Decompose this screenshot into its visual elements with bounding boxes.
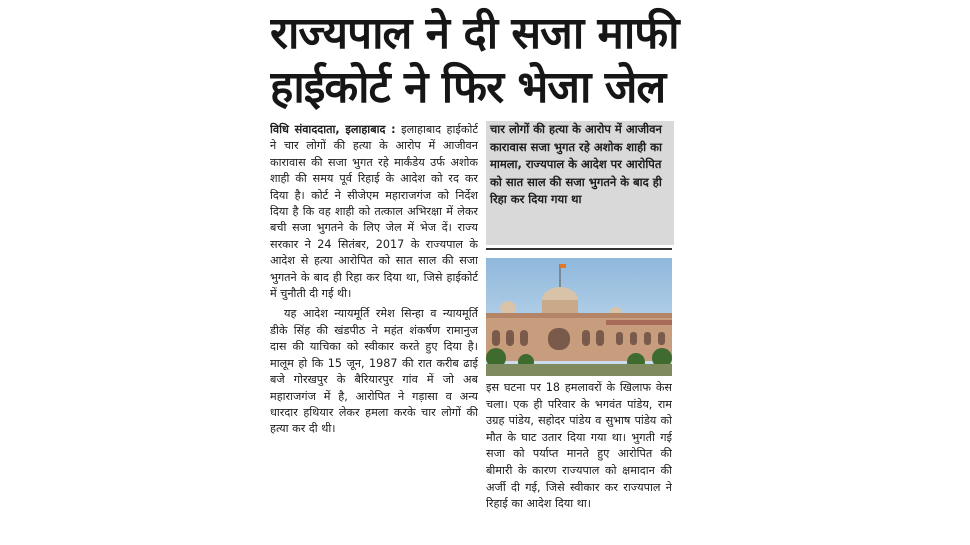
article-left-column xyxy=(270,122,478,542)
article-paragraph-1 xyxy=(270,122,478,302)
article-right-column xyxy=(486,380,672,542)
high-court-building-photo xyxy=(486,258,672,376)
byline: विधि संवाददाता, इलाहाबाद : xyxy=(270,123,396,136)
headline-line-1: राज्यपाल ने दी सजा माफी xyxy=(270,8,679,59)
building-illustration xyxy=(486,258,672,376)
summary-box: चार लोगों की हत्या के आरोप में आजीवन कारावास सजा भुगत रहे अशोक शाही का मामला, राज्यपाल के आदेश पर आरोपित को सात साल की सजा भुगतने के बाद ही रिहा कर दिया गया था xyxy=(486,121,674,245)
article-paragraph-2: यह आदेश न्यायमूर्ति रमेश सिन्हा व न्यायमूर्ति डीके सिंह की खंडपीठ ने महंत शंकर्षण रामानुज दास की याचिका को स्वीकार करते हुए दिया है। मालूम हो कि 15 जून, 1987 की रात करीब ढाई बजे गोरखपुर के बैरियारपुर गांव में जो अब महाराजगंज में है, आरोपित ने गड़ासा व अन्य धारदार हथियार लेकर हमला करके चार लोगों की हत्या कर दी थी। xyxy=(270,307,478,436)
summary-divider xyxy=(486,248,672,250)
headline-line-2: हाईकोर्ट ने फिर भेजा जेल xyxy=(270,62,666,113)
article-paragraph-1-text: इलाहाबाद हाईकोर्ट ने चार लोगों की हत्या के आरोप में आजीवन कारावास की सजा भुगत रहे मार्कंडेय उर्फ अशोक शाही की समय पूर्व रिहाई के आदेश को रद कर दिया है। कोर्ट ने सीजेएम महाराजगंज को निर्देश दिया है कि वह शाही को तत्काल अभिरक्षा में लेकर बची सजा भुगतने के लिए जेल में भेज दें। राज्य सरकार ने 24 सितंबर, 2017 के राज्यपाल के आदेश से हत्या आरोपित को सात साल की सजा भुगतने के बाद ही रिहा कर दिया था, जिसे हाईकोर्ट में चुनौती दी गई थी। xyxy=(270,123,478,301)
article-paragraph-3: इस घटना पर 18 हमलावरों के खिलाफ केस चला। एक ही परिवार के भगवंत पांडेय, राम उग्रह पांडेय, सहोदर पांडेय व सुभाष पांडेय को मौत के घाट उतार दिया गया था। भुगती गई सजा को पर्याप्त मानते हुए आरोपित की बीमारी के कारण राज्यपाल को क्षमादान की अर्जी दी गई, जिसे स्वीकार कर राज्यपाल ने रिहाई का आदेश दिया था। xyxy=(486,381,672,511)
